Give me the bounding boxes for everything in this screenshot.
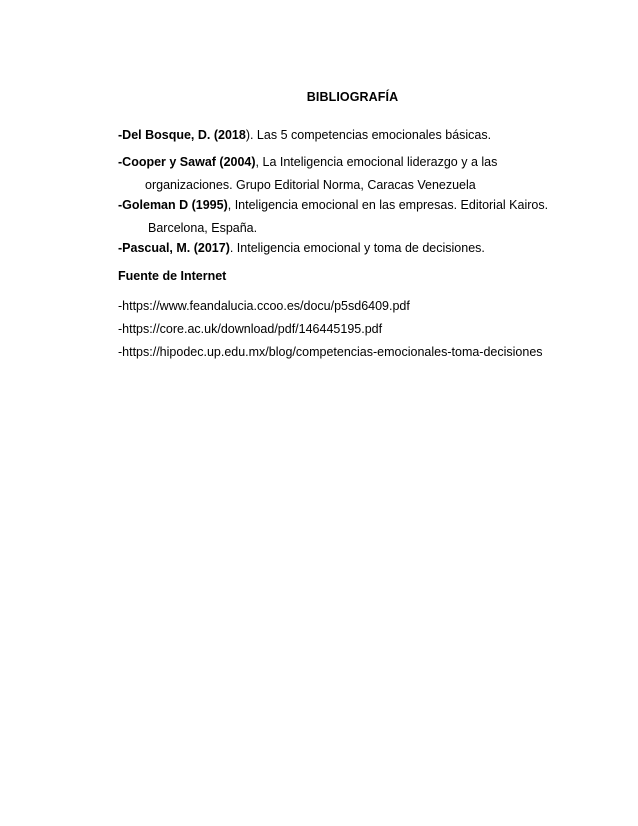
reference-text: , Inteligencia emocional en las empresas. Editorial Kairos. bbox=[227, 198, 549, 212]
reference-text: . Inteligencia emocional y toma de decisiones. bbox=[229, 241, 485, 255]
page-title: BIBLIOGRAFÍA bbox=[306, 90, 399, 104]
reference-continuation: organizaciones. Grupo Editorial Norma, Caracas Venezuela bbox=[145, 178, 476, 192]
reference-author: -Cooper y Sawaf (2004) bbox=[118, 155, 256, 169]
reference-text: ). Las 5 competencias emocionales básicas. bbox=[245, 128, 492, 142]
reference-entry bbox=[118, 127, 491, 143]
reference-entry bbox=[118, 154, 497, 170]
reference-text: , La Inteligencia emocional liderazgo y a las bbox=[255, 155, 498, 169]
reference-author: -Del Bosque, D. (2018 bbox=[118, 128, 246, 142]
reference-author: -Pascual, M. (2017) bbox=[118, 241, 230, 255]
internet-link: -https://hipodec.up.edu.mx/blog/competencias-emocionales-toma-decisiones bbox=[118, 345, 543, 359]
reference-entry bbox=[118, 240, 485, 256]
reference-entry bbox=[118, 197, 548, 213]
internet-link: -https://core.ac.uk/download/pdf/146445195.pdf bbox=[118, 322, 383, 336]
reference-author: -Goleman D (1995) bbox=[118, 198, 228, 212]
internet-link: -https://www.feandalucia.ccoo.es/docu/p5sd6409.pdf bbox=[118, 299, 410, 313]
internet-section-heading: Fuente de Internet bbox=[118, 269, 227, 283]
reference-continuation: Barcelona, España. bbox=[148, 221, 258, 235]
